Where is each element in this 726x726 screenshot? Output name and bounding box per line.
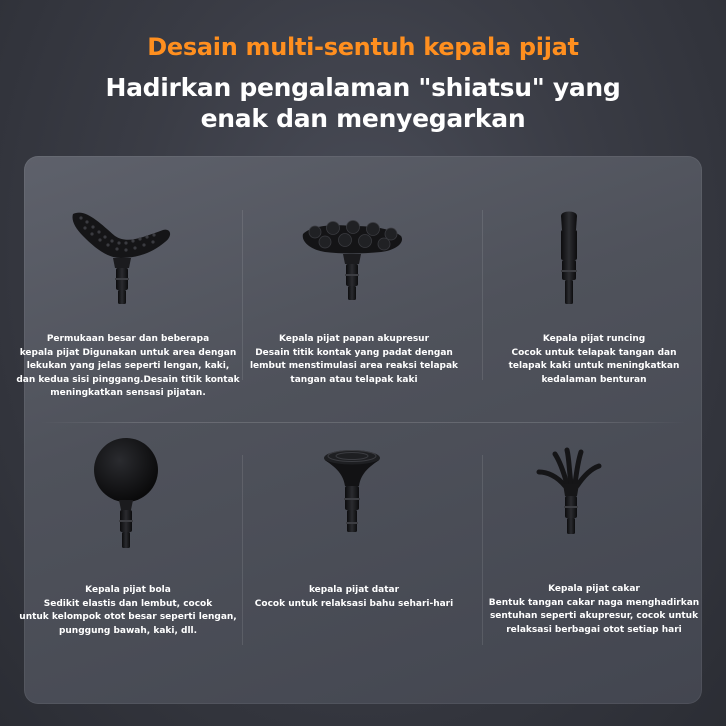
ball-head-icon bbox=[15, 430, 241, 560]
massage-head-card-acupressure bbox=[241, 200, 467, 410]
claw-head-line-2: Bentuk tangan cakar naga menghadirkan bbox=[488, 597, 700, 608]
row-divider bbox=[40, 422, 686, 423]
pointed-head-description bbox=[481, 333, 707, 387]
massage-head-card-claw bbox=[481, 430, 707, 650]
page-subtitle bbox=[0, 72, 726, 134]
wide-head-line-4: dan kedua sisi pinggang.Desain titik kontak bbox=[16, 374, 240, 385]
massage-head-card-ball bbox=[15, 430, 241, 650]
flat-head-description bbox=[241, 584, 467, 611]
massage-head-card-wide bbox=[15, 200, 241, 410]
claw-head-line-1: Kepala pijat cakar bbox=[548, 584, 640, 594]
wide-head-line-3: lekukan yang jelas seperti lengan, kaki, bbox=[26, 361, 230, 371]
wide-head-line-5: meningkatkan sensasi pijatan. bbox=[50, 388, 206, 398]
pointed-head-line-1: Kepala pijat runcing bbox=[542, 334, 646, 344]
pointed-head-icon bbox=[481, 200, 707, 310]
acupressure-head-line-3: lembut menstimulasi area reaksi telapak bbox=[249, 361, 459, 371]
ball-head-line-4: punggung bawah, kaki, dll. bbox=[58, 625, 198, 636]
flat-head-line-1: kepala pijat datar bbox=[308, 585, 400, 595]
acupressure-head-description bbox=[241, 333, 467, 387]
pointed-head-line-4: kedalaman benturan bbox=[541, 374, 647, 385]
subtitle-line-2: enak dan menyegarkan bbox=[200, 104, 526, 133]
flat-head-icon bbox=[241, 430, 467, 560]
claw-head-line-3: sentuhan seperti akupresur, cocok untuk bbox=[489, 611, 699, 621]
ball-head-line-2: Sedikit elastis dan lembut, cocok bbox=[43, 598, 213, 609]
acupressure-head-line-1: Kepala pijat papan akupresur bbox=[278, 334, 430, 344]
flat-head-line-2: Cocok untuk relaksasi bahu sehari-hari bbox=[254, 598, 454, 609]
wide-massage-head-icon bbox=[15, 200, 241, 310]
page-title: Desain multi-sentuh kepala pijat bbox=[147, 33, 579, 61]
wide-head-line-2: kepala pijat Digunakan untuk area dengan bbox=[19, 347, 237, 358]
wide-head-description bbox=[15, 333, 241, 401]
claw-head-line-4: relaksasi berbagai otot setiap hari bbox=[506, 624, 682, 635]
subtitle-line-1: Hadirkan pengalaman "shiatsu" yang bbox=[105, 73, 621, 102]
ball-head-line-3: untuk kelompok otot besar seperti lengan, bbox=[19, 612, 237, 622]
wide-head-line-1: Permukaan besar dan beberapa bbox=[46, 334, 210, 344]
ball-head-line-1: Kepala pijat bola bbox=[85, 585, 171, 595]
acupressure-head-line-2: Desain titik kontak yang padat dengan bbox=[255, 347, 453, 358]
pointed-head-line-3: telapak kaki untuk meningkatkan bbox=[508, 361, 680, 371]
claw-head-description bbox=[481, 583, 707, 637]
massage-head-card-pointed bbox=[481, 200, 707, 410]
pointed-head-line-2: Cocok untuk telapak tangan dan bbox=[511, 347, 677, 358]
acupressure-head-line-4: tangan atau telapak kaki bbox=[290, 374, 418, 385]
claw-head-icon bbox=[481, 430, 707, 560]
ball-head-description bbox=[15, 584, 241, 638]
acupressure-board-head-icon bbox=[241, 200, 467, 310]
massage-head-card-flat bbox=[241, 430, 467, 650]
